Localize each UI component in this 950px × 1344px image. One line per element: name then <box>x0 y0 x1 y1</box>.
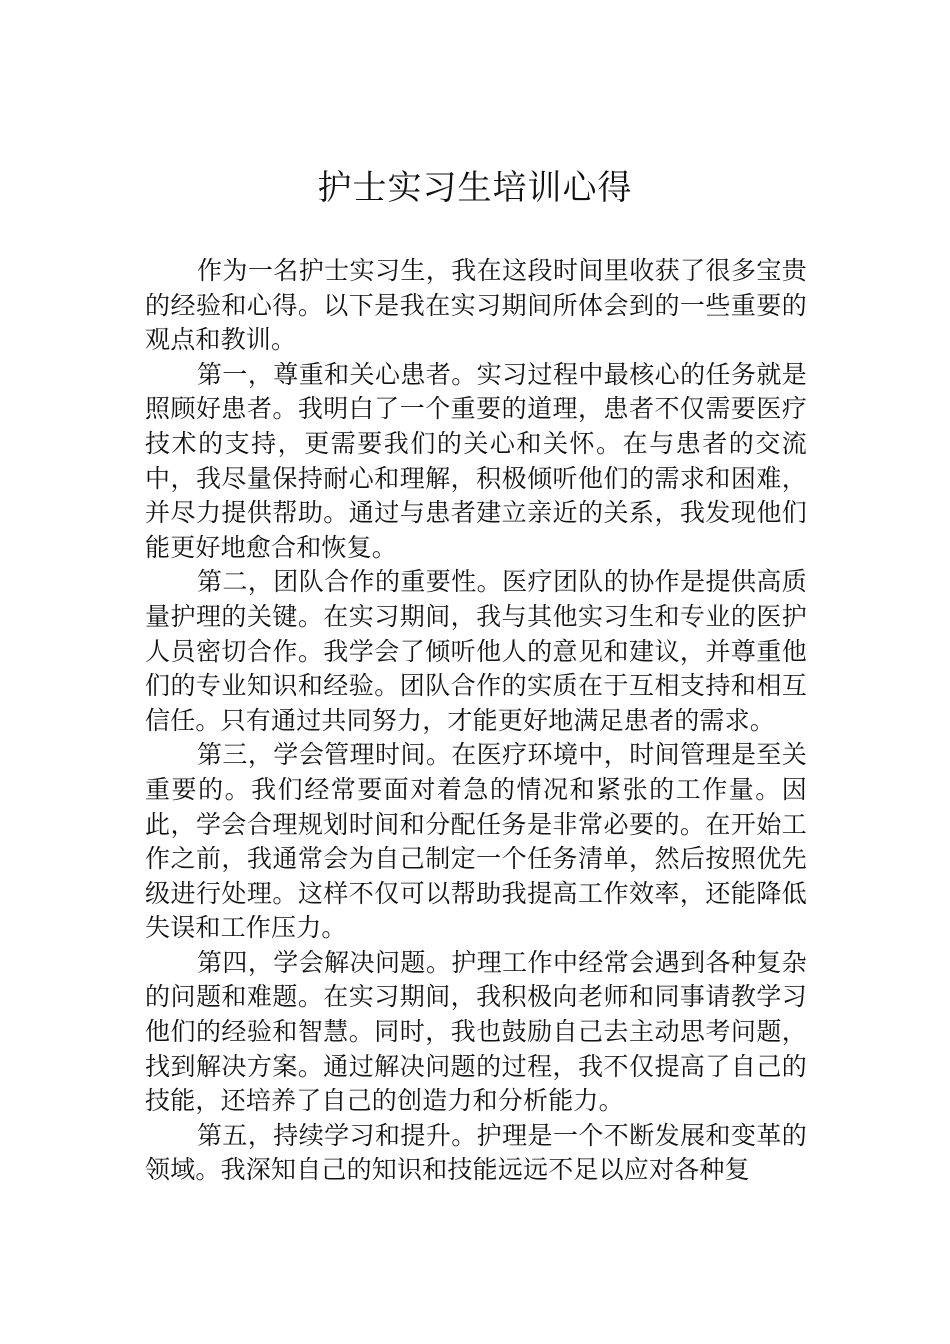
document-body <box>145 254 807 1188</box>
paragraph-fifth-point: 第五，持续学习和提升。护理是一个不断发展和变革的领域。我深知自己的知识和技能远远不足以应对各种复 <box>145 1120 807 1185</box>
paragraph-second-point: 第二，团队合作的重要性。医疗团队的协作是提供高质量护理的关键。在实习期间，我与其他实习生和专业的医护人员密切合作。我学会了倾听他人的意见和建议，并尊重他们的专业知识和经验。团队合作的实质在于互相支持和相互信任。只有通过共同努力，才能更好地满足患者的需求。 <box>145 567 807 735</box>
paragraph-first-point: 第一，尊重和关心患者。实习过程中最核心的任务就是照顾好患者。我明白了一个重要的道理，患者不仅需要医疗技术的支持，更需要我们的关心和关怀。在与患者的交流中，我尽量保持耐心和理解，积极倾听他们的需求和困难，并尽力提供帮助。通过与患者建立亲近的关系，我发现他们能更好地愈合和恢复。 <box>145 359 807 562</box>
document-title: 护士实习生培训心得 <box>317 168 633 208</box>
paragraph-intro: 作为一名护士实习生，我在这段时间里收获了很多宝贵的经验和心得。以下是我在实习期间所体会到的一些重要的观点和教训。 <box>145 256 807 355</box>
paragraph-third-point: 第三，学会管理时间。在医疗环境中，时间管理是至关重要的。我们经常要面对着急的情况和紧张的工作量。因此，学会合理规划时间和分配任务是非常必要的。在开始工作之前，我通常会为自己制定一个任务清单，然后按照优先级进行处理。这样不仅可以帮助我提高工作效率，还能降低失误和工作压力。 <box>145 740 807 943</box>
paragraph-fourth-point: 第四，学会解决问题。护理工作中经常会遇到各种复杂的问题和难题。在实习期间，我积极向老师和同事请教学习他们的经验和智慧。同时，我也鼓励自己去主动思考问题，找到解决方案。通过解决问题的过程，我不仅提高了自己的技能，还培养了自己的创造力和分析能力。 <box>145 947 807 1116</box>
